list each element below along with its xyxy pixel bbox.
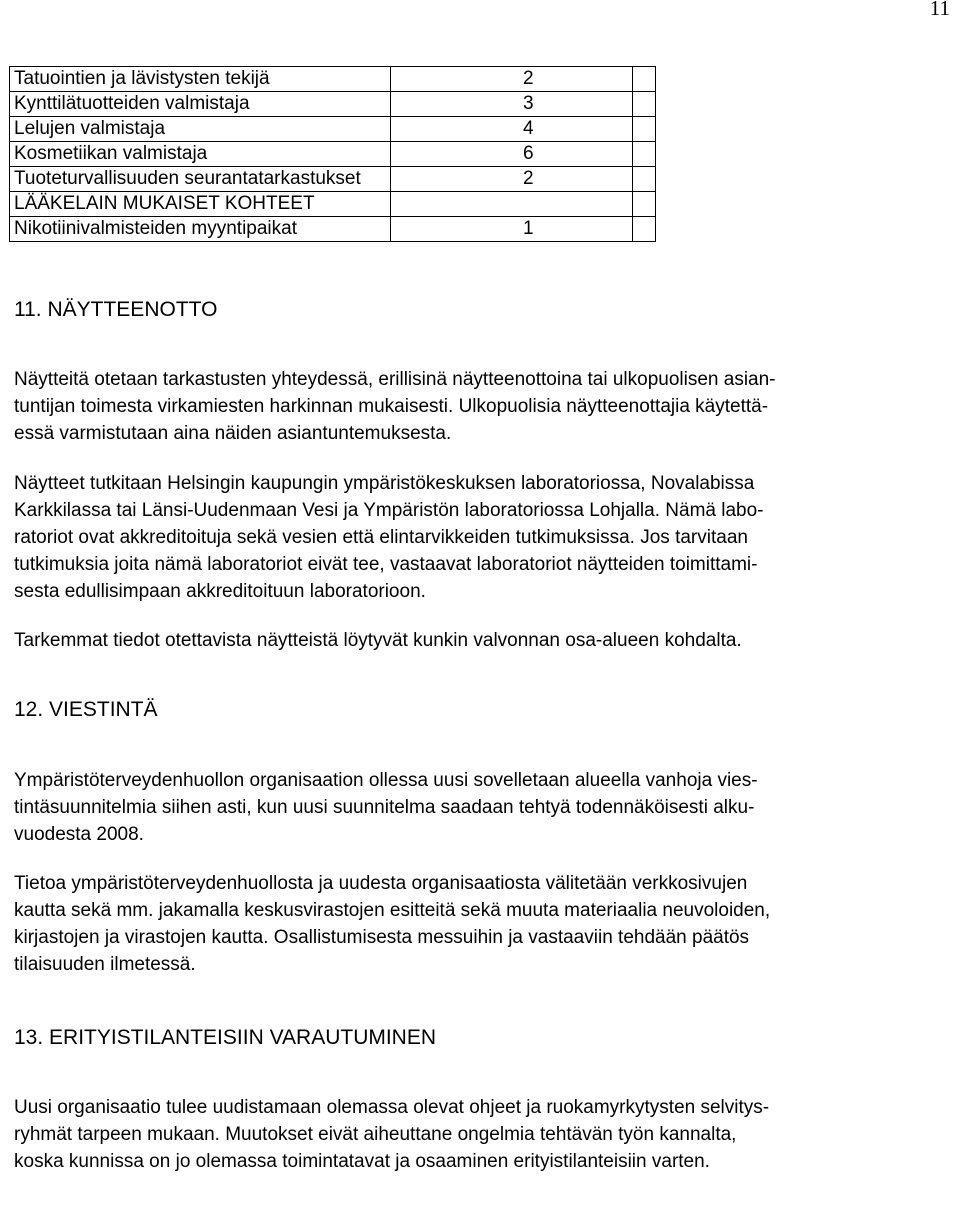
row-label: Nikotiinivalmisteiden myyntipaikat — [10, 217, 391, 242]
paragraph: Näytteitä otetaan tarkastusten yhteydessä, erillisinä näytteenottoina tai ulkopuolisen asian- tuntijan toimesta virkamiesten harkinnan mukaisesti. Ulkopuolisia näytteenottajia käytettä- essä varmistutaan aina näiden asiantuntemuksesta. — [14, 369, 776, 444]
paragraph: Näytteet tutkitaan Helsingin kaupungin ympäristökeskuksen laboratoriossa, Novalabissa Karkkilassa tai Länsi-Uudenmaan Vesi ja Ympäristön laboratoriossa Lohjalla. Nämä labo- ratoriot ovat akkreditoituja sekä vesien että elintarvikkeiden tutkimuksissa. Jos tarvitaan tutkimuksia joita nämä laboratoriot eivät tee, vastaavat laboratoriot näytteiden toimittami- sesta edullisimpaan akkreditoituun laboratorioon. — [14, 473, 764, 602]
empty-cell — [633, 67, 656, 92]
row-label: Tuoteturvallisuuden seurantatarkastukset — [10, 167, 391, 192]
row-value-cell — [391, 117, 633, 142]
empty-cell — [633, 92, 656, 117]
empty-cell — [633, 217, 656, 242]
empty-cell — [633, 167, 656, 192]
row-value: 3 — [523, 93, 534, 114]
section-heading: 12. VIESTINTÄ — [14, 698, 158, 721]
paragraph: Tarkemmat tiedot otettavista näytteistä löytyvät kunkin valvonnan osa-alueen kohdalta. — [14, 630, 742, 651]
row-value-cell — [391, 92, 633, 117]
paragraph: Uusi organisaatio tulee uudistamaan olemassa olevat ohjeet ja ruokamyrkytysten selvitys- ryhmät tarpeen mukaan. Muutokset eivät aiheuttane ongelmia tehtävän työn kannalta, koska kunnissa on jo olemassa toimintatavat ja osaaminen erityistilanteisiin varten. — [14, 1097, 770, 1172]
table-row — [10, 192, 656, 217]
empty-cell — [633, 117, 656, 142]
row-value: 2 — [523, 68, 534, 89]
table-row — [10, 142, 656, 167]
page-number: 11 — [929, 0, 950, 20]
row-value-cell — [391, 167, 633, 192]
row-label: Kosmetiikan valmistaja — [10, 142, 391, 167]
row-value: 4 — [523, 118, 534, 139]
table-row — [10, 67, 656, 92]
row-value-cell — [391, 192, 633, 217]
row-value: 2 — [523, 168, 534, 189]
empty-cell — [633, 142, 656, 167]
row-value-cell — [391, 217, 633, 242]
row-label: LÄÄKELAIN MUKAISET KOHTEET — [10, 192, 391, 217]
row-label: Kynttilätuotteiden valmistaja — [10, 92, 391, 117]
section-heading: 11. NÄYTTEENOTTO — [14, 298, 218, 321]
empty-cell — [633, 192, 656, 217]
paragraph: Ympäristöterveydenhuollon organisaation ollessa uusi sovelletaan alueella vanhoja vies- tintäsuunnitelmia siihen asti, kun uusi suunnitelma saadaan tehtyä todennäköisesti alku- vuodesta 2008. — [14, 770, 758, 845]
document-body — [14, 296, 954, 1175]
row-label: Lelujen valmistaja — [10, 117, 391, 142]
inspection-table — [9, 66, 656, 242]
row-label: Tatuointien ja lävistysten tekijä — [10, 67, 391, 92]
table-row — [10, 92, 656, 117]
row-value: 1 — [523, 218, 534, 239]
row-value-cell — [391, 67, 633, 92]
row-value-cell — [391, 142, 633, 167]
table-row — [10, 167, 656, 192]
paragraph: Tietoa ympäristöterveydenhuollosta ja uudesta organisaatiosta välitetään verkkosivujen kautta sekä mm. jakamalla keskusvirastojen esitteitä sekä muuta materiaalia neuvoloiden, kirjastojen ja virastojen kautta. Osallistumisesta messuihin ja vastaaviin tehdään päätös tilaisuuden ilmetessä. — [14, 873, 771, 975]
section-heading: 13. ERITYISTILANTEISIIN VARAUTUMINEN — [14, 1026, 437, 1049]
row-value: 6 — [523, 143, 534, 164]
table-row — [10, 117, 656, 142]
table-row — [10, 217, 656, 242]
